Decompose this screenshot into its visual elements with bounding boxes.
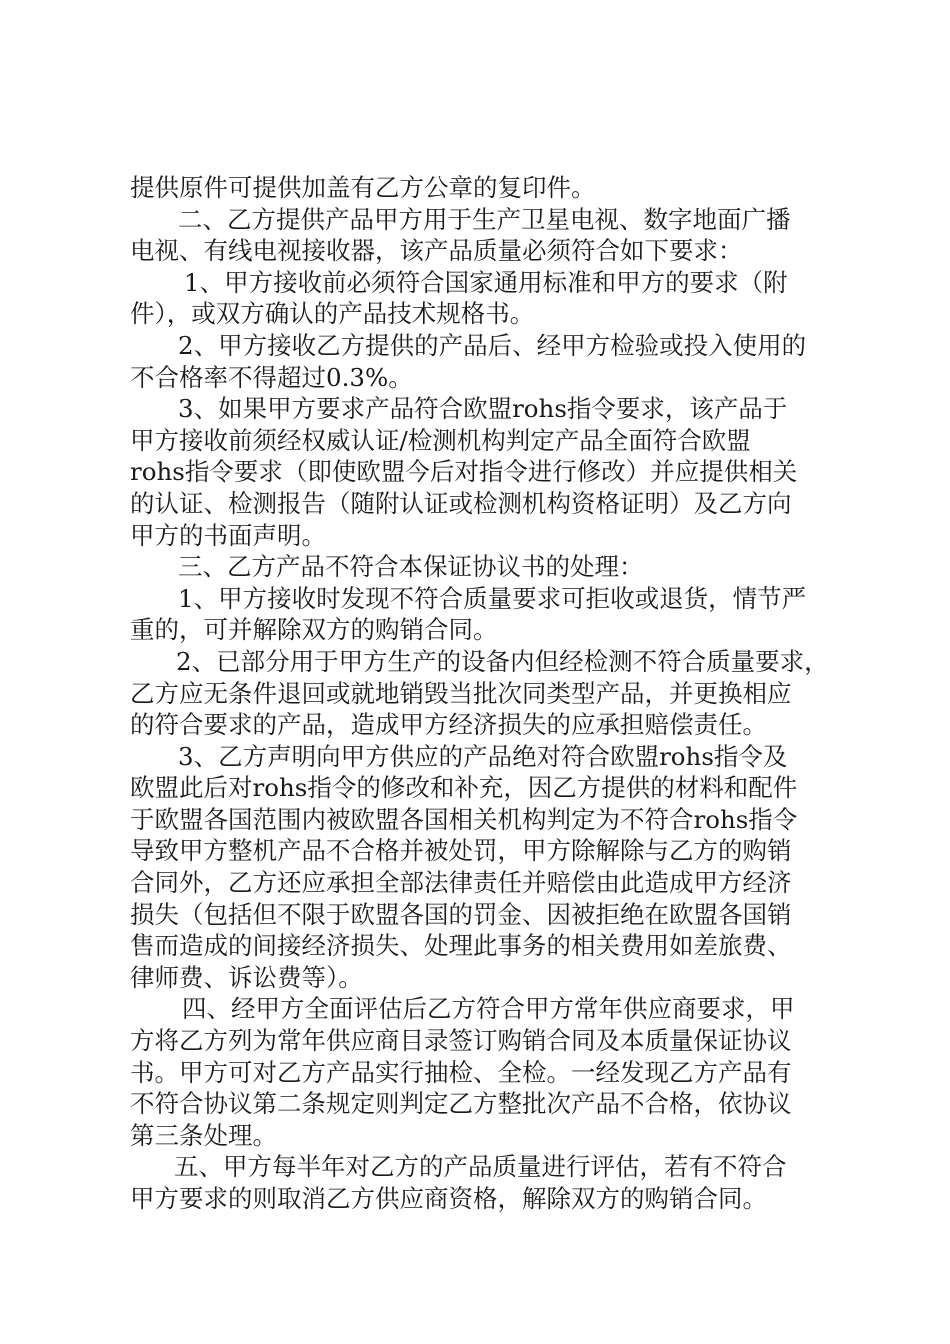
text-line: 提供原件可提供加盖有乙方公章的复印件。 bbox=[130, 173, 596, 202]
section-heading-2: 二、乙方提供产品甲方用于生产卫星电视、数字地面广播 bbox=[178, 204, 791, 234]
clause-item: 1、甲方接收前必须符合国家通用标准和甲方的要求（附 bbox=[184, 267, 788, 297]
clause-item: 2、甲方接收乙方提供的产品后、经甲方检验或投入使用的 bbox=[178, 330, 807, 360]
clause-item: 1、甲方接收时发现不符合质量要求可拒收或退货，情节严 bbox=[178, 583, 807, 613]
text-line: 售而造成的间接经济损失、处理此事务的相关费用如差旅费、 bbox=[130, 931, 792, 961]
text-line: 欧盟此后对rohs指令的修改和补充，因乙方提供的材料和配件 bbox=[130, 773, 798, 803]
text-line: 不符合协议第二条规定则判定乙方整批次产品不合格，依协议 bbox=[130, 1089, 792, 1119]
section-heading-3: 三、乙方产品不符合本保证协议书的处理： bbox=[178, 552, 644, 582]
text-line: 电视、有线电视接收器，该产品质量必须符合如下要求： bbox=[130, 236, 743, 266]
clause-item: 3、如果甲方要求产品符合欧盟rohs指令要求，该产品于 bbox=[178, 394, 788, 424]
text-line: 书。甲方可对乙方产品实行抽检、全检。一经发现乙方产品有 bbox=[130, 1057, 792, 1087]
text-line: 导致甲方整机产品不合格并被处罚，甲方除解除与乙方的购销 bbox=[130, 836, 792, 866]
clause-item: 2、已部分用于甲方生产的设备内但经检测不符合质量要求， bbox=[176, 646, 829, 676]
text-line: 乙方应无条件退回或就地销毁当批次同类型产品，并更换相应 bbox=[130, 678, 792, 708]
text-line: 律师费、诉讼费等）。 bbox=[130, 962, 363, 992]
document-body bbox=[130, 172, 835, 1215]
text-line: 损失（包括但不限于欧盟各国的罚金、因被拒绝在欧盟各国销 bbox=[130, 899, 792, 929]
text-line: 的符合要求的产品，造成甲方经济损失的应承担赔偿责任。 bbox=[130, 710, 767, 740]
text-line: 合同外，乙方还应承担全部法律责任并赔偿由此造成甲方经济 bbox=[130, 868, 792, 898]
text-line: 不合格率不得超过0.3%。 bbox=[130, 362, 413, 392]
text-line: 方将乙方列为常年供应商目录签订购销合同及本质量保证协议 bbox=[130, 1026, 792, 1056]
text-line: 甲方的书面声明。 bbox=[130, 520, 326, 550]
text-line: 于欧盟各国范围内被欧盟各国相关机构判定为不符合rohs指令 bbox=[130, 804, 798, 834]
section-heading-4: 四、经甲方全面评估后乙方符合甲方常年供应商要求，甲 bbox=[182, 994, 795, 1024]
text-line: 的认证、检测报告（随附认证或检测机构资格证明）及乙方向 bbox=[130, 488, 792, 518]
text-line: 第三条处理。 bbox=[130, 1120, 277, 1150]
text-line: 件），或双方确认的产品技术规格书。 bbox=[130, 299, 535, 329]
section-heading-5: 五、甲方每半年对乙方的产品质量进行评估，若有不符合 bbox=[174, 1152, 787, 1182]
text-line: 甲方要求的则取消乙方供应商资格，解除双方的购销合同。 bbox=[130, 1184, 767, 1213]
text-line: 甲方接收前须经权威认证/检测机构判定产品全面符合欧盟 bbox=[130, 425, 751, 455]
text-line: 重的，可并解除双方的购销合同。 bbox=[130, 615, 498, 645]
clause-item: 3、乙方声明向甲方供应的产品绝对符合欧盟rohs指令及 bbox=[178, 741, 788, 771]
text-line: rohs指令要求（即使欧盟今后对指令进行修改）并应提供相关 bbox=[130, 457, 798, 487]
